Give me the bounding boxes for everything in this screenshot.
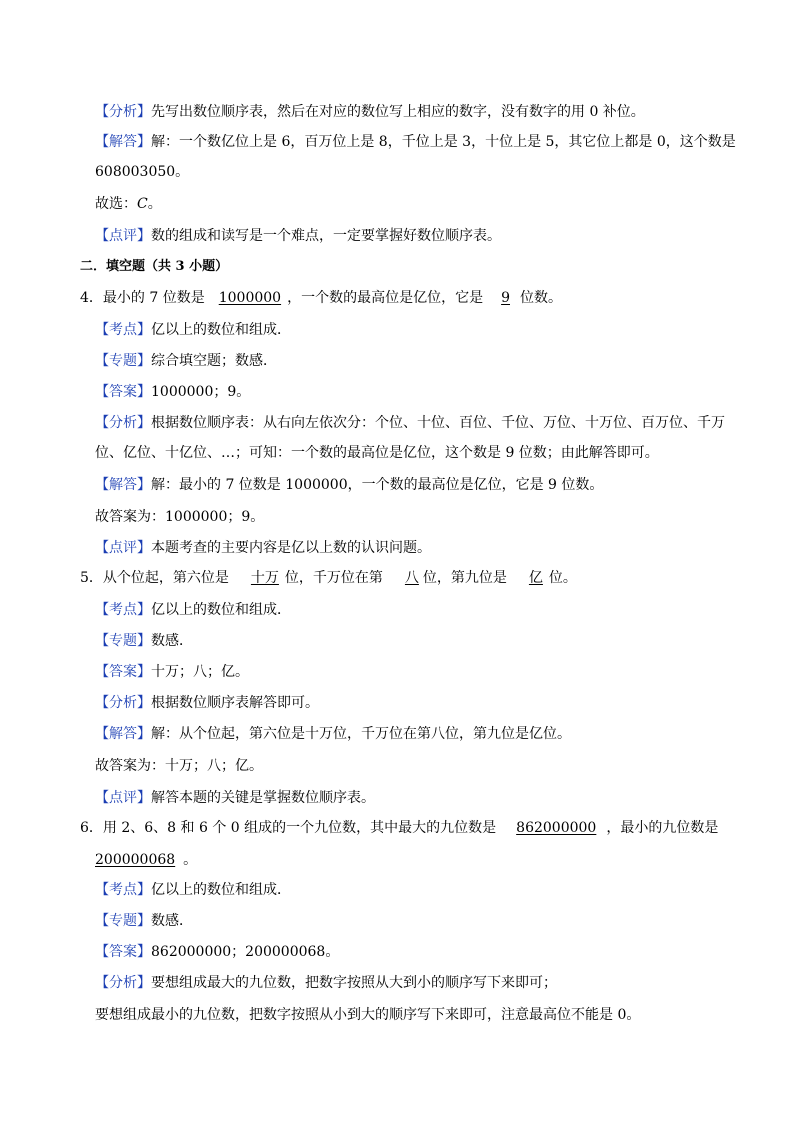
solution-tag: 【解答】 [95,134,151,150]
kaodian-text: 亿以上的数位和组成． [151,322,291,338]
jieda-text: 解：从个位起，第六位是十万位，千万位在第八位，第九位是亿位。 [151,726,571,742]
kaodian-tag: 【考点】 [95,322,151,338]
jieda-tag: 【解答】 [95,477,151,493]
fenxi-text: 根据数位顺序表解答即可。 [151,695,319,711]
q4-gudaan: 故答案为：1000000；9。 [95,509,265,525]
q6-fenxi [95,973,557,993]
q4-fenxi [95,413,725,433]
q5-blank-3: 亿 [528,570,543,586]
kaodian-tag: 【考点】 [95,882,151,898]
zhuanti-tag: 【专题】 [95,913,151,929]
kaodian-text: 亿以上的数位和组成． [151,602,291,618]
q6-stem-a: 6．用 2、6、8 和 6 个 0 组成的一个九位数，其中最大的九位数是 [80,820,497,836]
q6-daan [95,942,339,962]
q6-blank-1: 862000000 [516,820,597,836]
fenxi-text-1: 根据数位顺序表：从右向左依次分：个位、十位、百位、千位、万位、十万位、百万位、千万 [151,415,725,431]
daan-tag: 【答案】 [95,664,151,680]
kaodian-tag: 【考点】 [95,602,151,618]
analysis-text: 先写出数位顺序表，然后在对应的数位写上相应的数字，没有数字的用 0 补位。 [151,104,645,120]
q4-stem-b: ，一个数的最高位是亿位，它是 [287,290,484,306]
q5-stem [80,568,577,588]
fenxi-tag: 【分析】 [95,415,151,431]
dianping-tag: 【点评】 [95,790,151,806]
jieda-text: 解：最小的 7 位数是 1000000，一个数的最高位是亿位，它是 9 位数。 [151,477,604,493]
section-title: 二．填空题（共 3 小题） [80,259,229,274]
q5-blank-1: 十万 [250,570,279,586]
q5-stem-a: 5．从个位起，第六位是 [80,570,229,586]
q5-stem-b: 位，千万位在第 [284,570,383,586]
q6-stem-b: ，最小的九位数是 [606,820,719,836]
zhuanti-tag: 【专题】 [95,633,151,649]
choice-prefix: 故选： [95,196,137,212]
q3-solution-line-2: 608003050。 [95,164,190,180]
q5-blank-2: 八 [404,570,419,586]
q5-fenxi [95,693,319,713]
q3-choice-line [95,194,162,214]
q6-stem-2 [95,850,197,870]
daan-text: 862000000；200000068。 [151,944,340,960]
daan-text: 1000000；9。 [151,384,251,400]
kaodian-text: 亿以上的数位和组成． [151,882,291,898]
q4-blank-1: 1000000 [218,290,282,306]
q4-stem [80,288,562,308]
choice-suffix: 。 [147,196,162,212]
q5-zhuanti [95,631,193,651]
fenxi-tag: 【分析】 [95,975,151,991]
dianping-tag: 【点评】 [95,540,151,556]
q4-daan [95,382,250,402]
zhuanti-text: 数感． [151,633,193,649]
q4-fenxi-2: 位、亿位、十亿位、…；可知：一个数的最高位是亿位，这个数是 9 位数；由此解答即可。 [95,445,659,461]
q4-jieda [95,475,603,495]
q5-jieda [95,724,571,744]
solution-text: 解：一个数亿位上是 6，百万位上是 8，千位上是 3，十位上是 5，其它位上都是 0，这个数是 [151,134,736,150]
q4-dianping [95,538,431,558]
analysis-tag: 【分析】 [95,104,151,120]
q6-stem-c: 。 [183,852,198,868]
daan-tag: 【答案】 [95,944,151,960]
q4-kaodian [95,320,291,340]
q4-stem-a: 4．最小的 7 位数是 [80,290,205,306]
q6-zhuanti [95,911,193,931]
q6-kaodian [95,880,291,900]
dianping-text: 解答本题的关键是掌握数位顺序表。 [151,790,375,806]
comment-text: 数的组成和读写是一个难点，一定要掌握好数位顺序表。 [151,228,501,244]
jieda-tag: 【解答】 [95,726,151,742]
zhuanti-tag: 【专题】 [95,353,151,369]
q4-blank-2: 9 [501,290,510,306]
fenxi-tag: 【分析】 [95,695,151,711]
q3-solution-line [95,132,736,152]
daan-tag: 【答案】 [95,384,151,400]
q4-zhuanti [95,351,277,371]
comment-tag: 【点评】 [95,228,151,244]
choice-answer: C [137,196,148,212]
q6-stem [80,818,718,838]
q3-analysis-line [95,102,645,122]
q3-comment-line [95,226,501,246]
fenxi-text-1: 要想组成最大的九位数，把数字按照从大到小的顺序写下来即可； [151,975,557,991]
q5-stem-c: 位，第九位是 [422,570,507,586]
zhuanti-text: 综合填空题；数感． [151,353,277,369]
q5-stem-d: 位。 [548,570,577,586]
zhuanti-text: 数感． [151,913,193,929]
q4-stem-c: 位数。 [520,290,562,306]
q6-fenxi-2: 要想组成最小的九位数，把数字按照从小到大的顺序写下来即可，注意最高位不能是 0。 [95,1007,641,1023]
q6-blank-2: 200000068 [95,852,176,868]
q5-kaodian [95,600,291,620]
q5-dianping [95,788,375,808]
daan-text: 十万；八；亿。 [151,664,249,680]
dianping-text: 本题考查的主要内容是亿以上数的认识问题。 [151,540,431,556]
q5-daan [95,662,249,682]
q5-gudaan: 故答案为：十万；八；亿。 [95,758,263,774]
